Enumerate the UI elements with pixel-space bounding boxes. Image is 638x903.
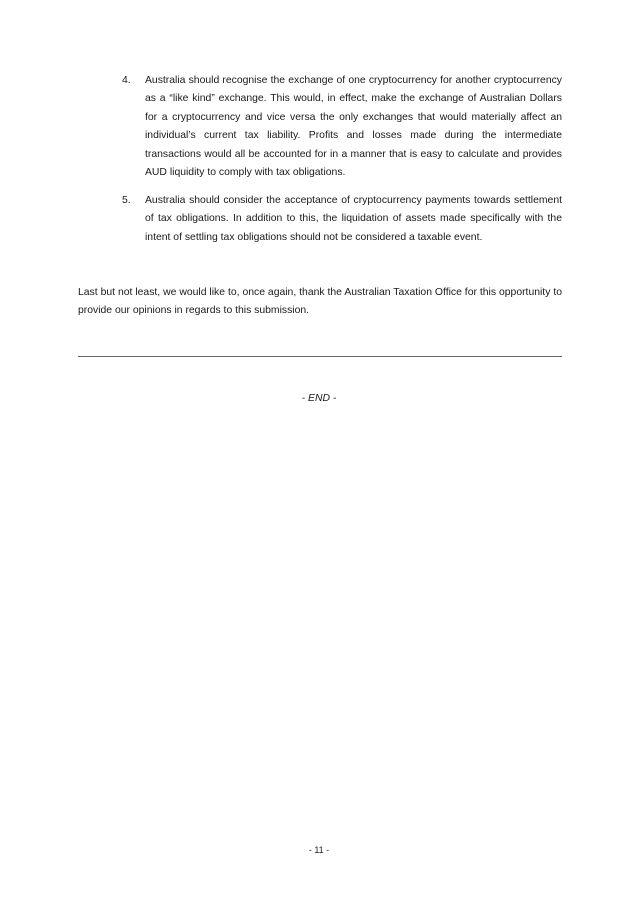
list-item-text: Australia should consider the acceptance of cryptocurrency payments towards settlement of tax obligations. In addition to this, the liquidation of assets made specifically with the intent of settling tax obligations should not be considered a taxable event. [145,195,562,243]
list-item-number: 5. [122,195,131,206]
horizontal-divider [78,356,562,357]
list-item-text: Australia should recognise the exchange of one cryptocurrency for another cryptocurrency as a “like kind” exchange. This would, in effect, make the exchange of Australian Dollars for a cryptocurrency and vice versa the only exchanges that would materially affect an individual’s current tax liability. Profits and losses made during the intermediate transactions would all be accounted for in a manner that is easy to calculate and provides AUD liquidity to comply with tax obligations. [145,75,562,179]
list-item-number: 4. [122,75,131,86]
page-number: - 11 - [308,845,330,855]
closing-paragraph: Last but not least, we would like to, once again, thank the Australian Taxation Office for this opportunity to provide our opinions in regards to this submission. [78,287,562,317]
end-marker: - END - [301,393,337,404]
